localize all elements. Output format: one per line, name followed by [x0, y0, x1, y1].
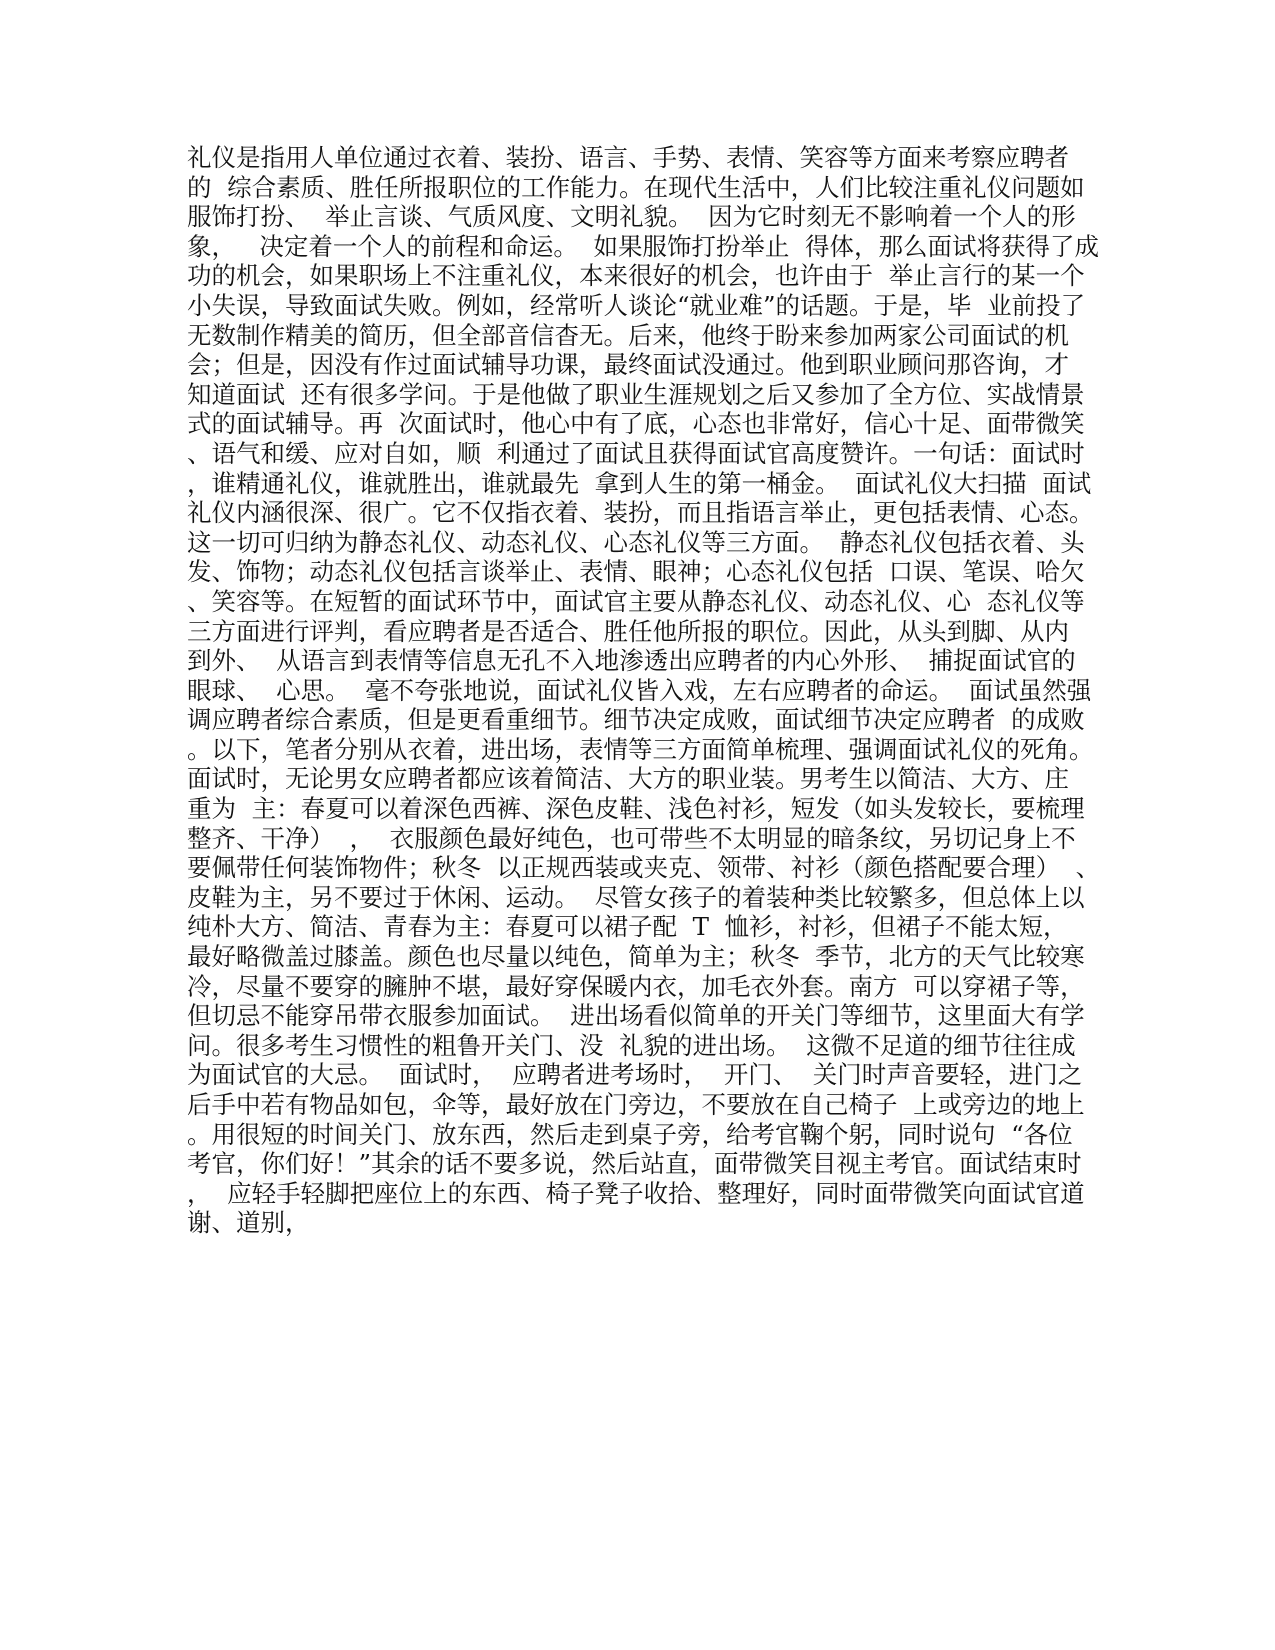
text-line: 功的机会，如果职场上不注重礼仪，本来很好的机会，也许由于 举止言行的某一个: [187, 261, 1085, 291]
text-line: 、语气和缓、应对自如，顺 利通过了面试且获得面试官高度赞许。一句话：面试时: [187, 438, 1085, 468]
text-line: 无数制作精美的简历，但全部音信杳无。后来，他终于盼来参加两家公司面试的机: [187, 320, 1069, 350]
text-line: 眼球、 心思。 毫不夸张地说，面试礼仪皆入戏，左右应聘者的命运。 面试虽然强: [187, 675, 1092, 705]
text-line: 谢、道别，: [187, 1208, 310, 1238]
text-line: 为面试官的大忌。 面试时， 应聘者进考场时， 开门、 关门时声音要轻，进门之: [187, 1060, 1083, 1090]
text-line: 服饰打扮、 举止言谈、气质风度、文明礼貌。 因为它时刻无不影响着一个人的形: [187, 202, 1076, 232]
text-line: 小失误，导致面试失败。例如，经常听人谈论“就业难”的话题。于是，毕 业前投了: [187, 290, 1086, 320]
text-line: 礼仪是指用人单位通过衣着、装扮、语言、手势、表情、笑容等方面来考察应聘者: [187, 143, 1069, 172]
text-line: 式的面试辅导。再 次面试时，他心中有了底，心态也非常好，信心十足、面带微笑: [187, 409, 1085, 439]
text-line: 重为 主：春夏可以着深色西裤、深色皮鞋、浅色衬衫，短发（如头发较长，要梳理: [187, 794, 1085, 824]
text-line: 到外、 从语言到表情等信息无孔不入地渗透出应聘者的内心外形、 捕捉面试官的: [187, 646, 1076, 676]
text-line: 要佩带任何装饰物件；秋冬 以正规西装或夹克、领带、衬衫（颜色搭配要合理） 、: [187, 853, 1101, 883]
text-line: 但切忌不能穿吊带衣服参加面试。 进出场看似简单的开关门等细节，这里面大有学: [187, 1001, 1085, 1031]
text-line: 纯朴大方、简洁、青春为主：春夏可以裙子配 T 恤衫，衬衫，但裙子不能太短，: [187, 912, 1068, 942]
text-line: 。用很短的时间关门、放东西，然后走到桌子旁，给考官鞠个躬，同时说句 “各位: [187, 1119, 1073, 1149]
text-line: 的 综合素质、胜任所报职位的工作能力。在现代生活中，人们比较注重礼仪问题如: [187, 172, 1085, 202]
text-line: ，谁精通礼仪，谁就胜出，谁就最先 拿到人生的第一桶金。 面试礼仪大扫描 面试: [187, 468, 1092, 498]
text-line: 、笑容等。在短暂的面试环节中，面试官主要从静态礼仪、动态礼仪、心 态礼仪等: [187, 586, 1085, 616]
text-line: 整齐、干净） ， 衣服颜色最好纯色，也可带些不太明显的暗条纹，另切记身上不: [187, 823, 1076, 853]
text-line: 象， 决定着一个人的前程和命运。 如果服饰打扮举止 得体，那么面试将获得了成: [187, 231, 1100, 261]
text-line: 最好略微盖过膝盖。颜色也尽量以纯色，简单为主；秋冬 季节，北方的天气比较寒: [187, 942, 1085, 972]
text-line: 会；但是，因没有作过面试辅导功课，最终面试没通过。他到职业顾问那咨询，才: [187, 350, 1069, 380]
text-line: 。以下，笔者分别从衣着，进出场，表情等三方面简单梳理、强调面试礼仪的死角。: [187, 734, 1094, 764]
text-line: 后手中若有物品如包，伞等，最好放在门旁边，不要放在自己椅子 上或旁边的地上: [187, 1090, 1085, 1119]
text-line: 皮鞋为主，另不要过于休闲、运动。 尽管女孩子的着装种类比较繁多，但总体上以: [187, 882, 1085, 912]
text-line: 知道面试 还有很多学问。于是他做了职业生涯规划之后又参加了全方位、实战情景: [187, 379, 1085, 409]
text-line: 面试时，无论男女应聘者都应该着简洁、大方的职业装。男考生以简洁、大方、庄: [187, 764, 1069, 794]
text-line: 考官，你们好！”其余的话不要多说，然后站直，面带微笑目视主考官。面试结束时: [187, 1149, 1082, 1179]
text-line: ， 应轻手轻脚把座位上的东西、椅子凳子收拾、整理好，同时面带微笑向面试官道: [187, 1178, 1085, 1208]
text-line: 问。很多考生习惯性的粗鲁开关门、没 礼貌的进出场。 这微不足道的细节往往成: [187, 1030, 1076, 1060]
text-line: 这一切可归纳为静态礼仪、动态礼仪、心态礼仪等三方面。 静态礼仪包括衣着、头: [187, 527, 1085, 557]
text-line: 礼仪内涵很深、很广。它不仅指衣着、装扮，而且指语言举止，更包括表情、心态。: [187, 498, 1094, 528]
text-line: 发、饰物；动态礼仪包括言谈举止、表情、眼神；心态礼仪包括 口误、笔误、哈欠: [187, 557, 1085, 587]
text-line: 调应聘者综合素质，但是更看重细节。细节决定成败，面试细节决定应聘者 的成败: [187, 705, 1085, 735]
body-text: [187, 143, 1101, 1238]
text-line: 冷，尽量不要穿的臃肿不堪，最好穿保暖内衣，加毛衣外套。南方 可以穿裙子等，: [187, 971, 1085, 1001]
text-line: 三方面进行评判，看应聘者是否适合、胜任他所报的职位。因此，从头到脚、从内: [187, 616, 1069, 646]
